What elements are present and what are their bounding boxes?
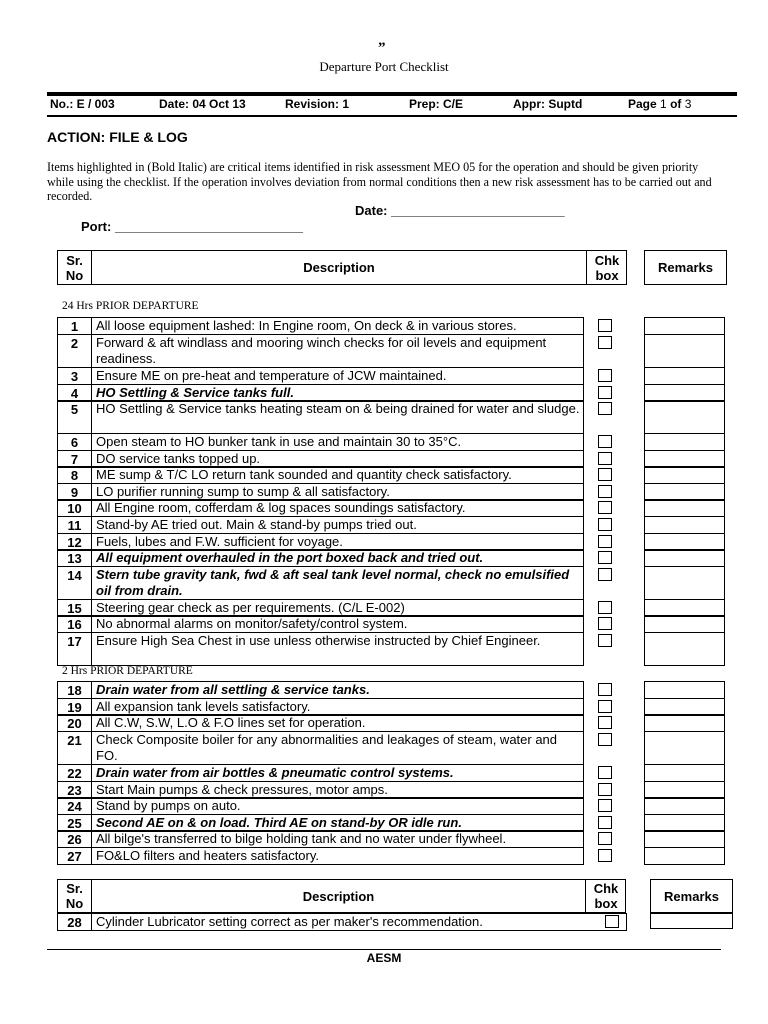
row-number: 1 xyxy=(58,318,92,334)
checklist-row xyxy=(57,433,584,451)
date-field[interactable]: Date: ________________________ xyxy=(355,203,565,218)
row-remarks-cell[interactable] xyxy=(644,615,725,633)
row-checkbox[interactable] xyxy=(598,452,612,465)
row-remarks-cell[interactable] xyxy=(644,367,725,385)
row-remarks-cell[interactable] xyxy=(644,499,725,517)
row-number: 23 xyxy=(58,782,92,798)
row-description: All C.W, S.W, L.O & F.O lines set for operation. xyxy=(96,715,366,730)
row-remarks-cell[interactable] xyxy=(644,334,725,368)
row-description: Ensure ME on pre-heat and temperature of JCW maintained. xyxy=(96,368,447,383)
row-description: Steering gear check as per requirements. (C/L E-002) xyxy=(96,600,405,615)
checklist-row xyxy=(57,466,584,484)
row-number: 22 xyxy=(58,765,92,781)
checklist-row xyxy=(57,913,627,931)
row-number: 12 xyxy=(58,534,92,550)
row-checkbox[interactable] xyxy=(598,501,612,514)
row-checkbox[interactable] xyxy=(598,849,612,862)
checklist-row xyxy=(57,367,584,385)
row-remarks-cell[interactable] xyxy=(644,797,725,815)
row-number: 21 xyxy=(58,732,92,764)
checklist-row xyxy=(57,400,584,434)
row-remarks-cell[interactable] xyxy=(644,830,725,848)
checklist-row xyxy=(57,549,584,567)
row-number: 16 xyxy=(58,616,92,632)
row-remarks-cell[interactable] xyxy=(644,317,725,335)
checklist-row xyxy=(57,317,584,335)
row-remarks-cell[interactable] xyxy=(644,516,725,534)
document-title: Departure Port Checklist xyxy=(319,59,449,74)
row-number: 14 xyxy=(58,567,92,599)
checklist-row xyxy=(57,516,584,534)
row-remarks-cell[interactable] xyxy=(644,433,725,451)
row-remarks-cell[interactable] xyxy=(644,681,725,699)
document-revision: Revision: 1 xyxy=(285,97,350,111)
row-description: Drain water from all settling & service tanks. xyxy=(96,682,370,697)
document-number: No.: E / 003 xyxy=(50,97,115,111)
checklist-row xyxy=(57,632,584,666)
row-description: Fuels, lubes and F.W. sufficient for voyage. xyxy=(96,534,343,549)
row-checkbox[interactable] xyxy=(598,783,612,796)
row-checkbox[interactable] xyxy=(605,915,619,928)
row-checkbox[interactable] xyxy=(598,435,612,448)
row-number: 2 xyxy=(58,335,92,367)
row-number: 6 xyxy=(58,434,92,450)
row-description: Open steam to HO bunker tank in use and maintain 30 to 35°C. xyxy=(96,434,462,449)
row-checkbox[interactable] xyxy=(598,485,612,498)
section-label-24hrs: 24 Hrs PRIOR DEPARTURE xyxy=(62,300,199,312)
row-description: ME sump & T/C LO return tank sounded and quantity check satisfactory. xyxy=(96,467,512,482)
row-number: 18 xyxy=(58,682,92,698)
row-description: All equipment overhauled in the port boxed back and tried out. xyxy=(96,550,484,565)
row-description: Drain water from air bottles & pneumatic control systems. xyxy=(96,765,454,780)
row-number: 17 xyxy=(58,633,92,665)
document-date: Date: 04 Oct 13 xyxy=(159,97,246,111)
row-remarks-cell[interactable] xyxy=(644,847,725,865)
row-description: Start Main pumps & check pressures, motor amps. xyxy=(96,782,388,797)
row-number: 24 xyxy=(58,798,92,814)
row-number: 5 xyxy=(58,401,92,433)
row-checkbox[interactable] xyxy=(598,601,612,614)
row-checkbox[interactable] xyxy=(598,402,612,415)
row-remarks-cell[interactable] xyxy=(644,566,725,600)
row-description: Ensure High Sea Chest in use unless otherwise instructed by Chief Engineer. xyxy=(96,633,541,648)
checklist-row xyxy=(57,847,584,865)
row-remarks-cell[interactable] xyxy=(644,731,725,765)
prepared-by: Prep: C/E xyxy=(409,97,464,111)
row-description: Cylinder Lubricator setting correct as per maker's recommendation. xyxy=(96,914,483,929)
row-checkbox[interactable] xyxy=(598,733,612,746)
row-checkbox[interactable] xyxy=(598,716,612,729)
row-number: 28 xyxy=(58,914,92,930)
row-checkbox[interactable] xyxy=(598,551,612,564)
row-number: 26 xyxy=(58,831,92,847)
quote-mark: ” xyxy=(378,40,386,56)
checklist-row xyxy=(57,830,584,848)
row-checkbox[interactable] xyxy=(598,386,612,399)
row-description: No abnormal alarms on monitor/safety/control system. xyxy=(96,616,408,631)
header-chk-box: Chk box xyxy=(586,251,627,284)
checklist-row xyxy=(57,797,584,815)
row-description: All expansion tank levels satisfactory. xyxy=(96,699,311,714)
checklist-row xyxy=(57,731,584,765)
row-checkbox[interactable] xyxy=(598,832,612,845)
header-sr-no: Sr. No xyxy=(58,251,92,284)
row-number: 19 xyxy=(58,699,92,715)
row-checkbox[interactable] xyxy=(598,535,612,548)
row-description: DO service tanks topped up. xyxy=(96,451,261,466)
row-number: 20 xyxy=(58,715,92,731)
row-remarks-cell[interactable] xyxy=(644,466,725,484)
row-remarks-cell[interactable] xyxy=(644,632,725,666)
row-number: 7 xyxy=(58,451,92,467)
row-description: Stern tube gravity tank, fwd & aft seal tank level normal, check no emulsified oil from drain. xyxy=(96,567,570,598)
action-heading: ACTION: FILE & LOG xyxy=(47,129,188,145)
row-remarks-cell[interactable] xyxy=(644,714,725,732)
row-checkbox[interactable] xyxy=(598,369,612,382)
row-checkbox[interactable] xyxy=(598,634,612,647)
row-number: 9 xyxy=(58,484,92,500)
document-header-band xyxy=(47,92,737,117)
port-field[interactable]: Port: __________________________ xyxy=(81,219,303,234)
row-checkbox[interactable] xyxy=(598,518,612,531)
row-description: All Engine room, cofferdam & log spaces soundings satisfactory. xyxy=(96,500,466,515)
row-checkbox[interactable] xyxy=(598,816,612,829)
row-checkbox[interactable] xyxy=(598,336,612,349)
footer-text: AESM xyxy=(366,951,402,965)
row-checkbox[interactable] xyxy=(598,617,612,630)
row-checkbox[interactable] xyxy=(598,766,612,779)
header-chk-box-2: Chk box xyxy=(585,880,626,912)
row-checkbox[interactable] xyxy=(598,799,612,812)
row-checkbox[interactable] xyxy=(598,568,612,581)
header-remarks: Remarks xyxy=(644,250,727,285)
row-description: Second AE on & on load. Third AE on stand-by OR idle run. xyxy=(96,815,462,830)
row-description: All loose equipment lashed: In Engine room, On deck & in various stores. xyxy=(96,318,517,333)
checklist-row xyxy=(57,681,584,699)
header-remarks-2: Remarks xyxy=(650,879,733,913)
row-description: All bilge's transferred to bilge holding tank and no water under flywheel. xyxy=(96,831,507,846)
row-checkbox[interactable] xyxy=(598,700,612,713)
page-indicator: Page 1 of 3 xyxy=(628,97,692,111)
footer-divider xyxy=(47,949,721,950)
checklist-row xyxy=(57,615,584,633)
section-label-2hrs: 2 Hrs PRIOR DEPARTURE xyxy=(62,665,193,677)
checklist-row xyxy=(57,764,584,782)
checklist-row xyxy=(57,714,584,732)
row-description: FO&LO filters and heaters satisfactory. xyxy=(96,848,320,863)
table-header xyxy=(57,250,627,285)
row-number: 13 xyxy=(58,550,92,566)
row-checkbox[interactable] xyxy=(598,468,612,481)
row-description: Forward & aft windlass and mooring winch checks for oil levels and equipment readiness. xyxy=(96,335,547,366)
row-remarks-cell[interactable] xyxy=(644,549,725,567)
row-remarks-cell[interactable] xyxy=(644,764,725,782)
header-sr-no-2: Sr. No xyxy=(58,880,92,912)
approved-by: Appr: Suptd xyxy=(513,97,583,111)
row-description: HO Settling & Service tanks heating steam on & being drained for water and sludge. xyxy=(96,401,580,416)
row-number: 27 xyxy=(58,848,92,864)
checklist-row xyxy=(57,334,584,368)
row-description: Stand by pumps on auto. xyxy=(96,798,241,813)
row-description: HO Settling & Service tanks full. xyxy=(96,385,294,400)
checklist-row xyxy=(57,566,584,600)
row-number: 8 xyxy=(58,467,92,483)
row-description: Stand-by AE tried out. Main & stand-by pumps tried out. xyxy=(96,517,417,532)
row-remarks-cell[interactable] xyxy=(644,400,725,434)
instruction-note: Items highlighted in (Bold Italic) are critical items identified in risk assessment MEO 05 for the operation and should be given priority while using the checklist. If the operation involves deviation from normal conditions then a new risk assessment has to be carried out and recorded. xyxy=(47,160,712,203)
row-number: 3 xyxy=(58,368,92,384)
row-number: 25 xyxy=(58,815,92,831)
header-description: Description xyxy=(303,260,375,275)
header-description-2: Description xyxy=(302,888,375,904)
checklist-row xyxy=(57,499,584,517)
row-description: Check Composite boiler for any abnormalities and leakages of steam, water and FO. xyxy=(96,732,558,763)
row-number: 4 xyxy=(58,385,92,401)
table-header-2 xyxy=(57,879,626,913)
row-checkbox[interactable] xyxy=(598,319,612,332)
row-number: 15 xyxy=(58,600,92,616)
row-number: 10 xyxy=(58,500,92,516)
row-remarks-cell[interactable] xyxy=(650,913,733,929)
row-number: 11 xyxy=(58,517,92,533)
row-description: LO purifier running sump to sump & all satisfactory. xyxy=(96,484,390,499)
row-checkbox[interactable] xyxy=(598,683,612,696)
